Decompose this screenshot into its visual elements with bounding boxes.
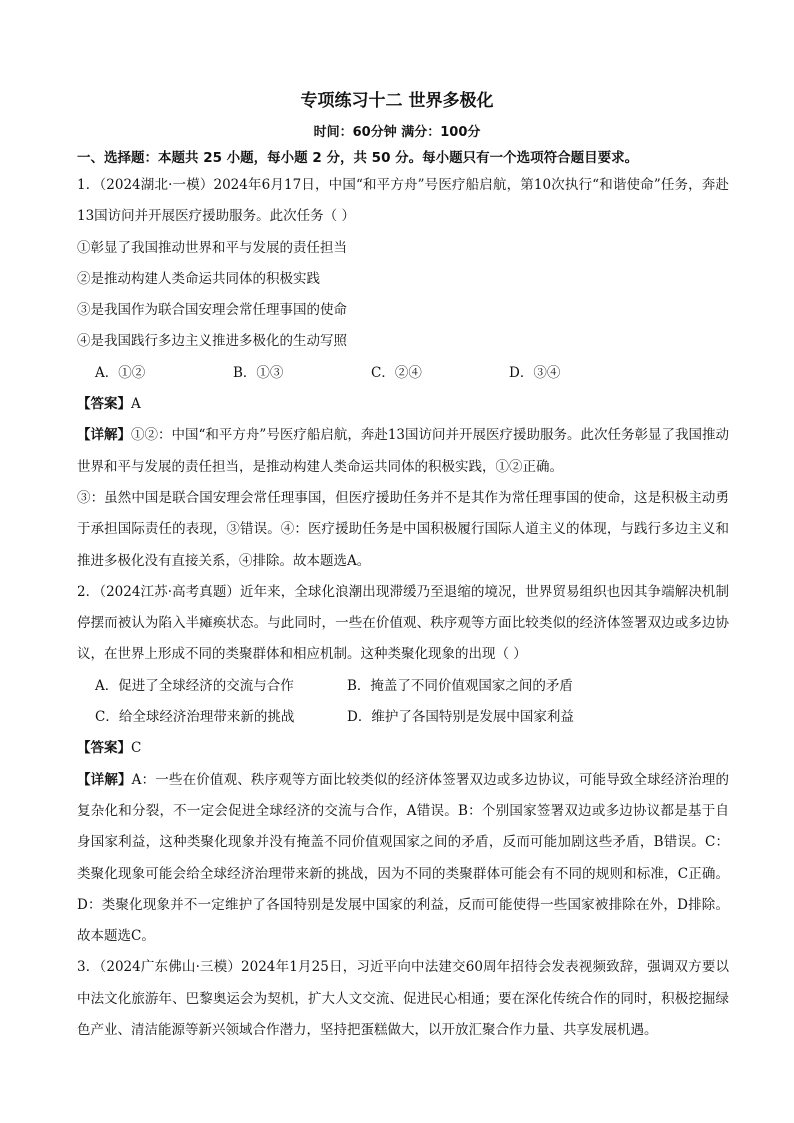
option-b[interactable]: B．①③ <box>233 364 284 381</box>
question-1-item-4: ④是我国践行多边主义推进多极化的生动写照 <box>77 333 347 350</box>
question-3-stem: 3．（2024广东佛山·三模）2024年1月25日，习近平向中法建交60周年招待会发表视频致辞，强调双方要以中法文化旅游年、巴黎奥运会为契机，扩大人文交流、促进民心相通；要在深化传统合作的同时，积极挖掘绿色产业、清洁能源等新兴领域合作潜力，坚持把蛋糕做大，以开放汇聚合作力量、共享发展机遇。 <box>77 959 729 1039</box>
detail-text: A：一些在价值观、秩序观等方面比较类似的经济体签署双边或多边协议，可能导致全球经济治理的复杂化和分裂，不一定会促进全球经济的交流与合作，A错误。B：个别国家签署双边或多边协议都是基于自身国家利益，这种类聚化现象并没有掩盖不同价值观国家之间的矛盾，反而可能加剧这些矛盾，B错误。C：类聚化现象可能会给全球经济治理带来新的挑战，因为不同的类聚群体可能会有不同的规则和标准，C正确。D：类聚化现象并不一定维护了各国特别是发展中国家的利益，反而可能使得一些国家被排除在外，D排除。故本题选C。 <box>77 771 730 945</box>
question-body <box>77 170 729 1046</box>
option-a[interactable]: A．促进了全球经济的交流与合作 <box>95 677 294 694</box>
exam-meta: 时间：60分钟 满分：100分 <box>313 125 481 140</box>
question-2-options-row-2 <box>77 702 729 733</box>
answer-value: A <box>131 396 141 413</box>
question-1-item-1: ①彰显了我国推动世界和平与发展的责任担当 <box>77 239 347 256</box>
option-d[interactable]: D．③④ <box>509 364 561 381</box>
question-1-options <box>77 358 729 389</box>
answer-value: C <box>131 740 142 757</box>
question-1-item-3: ③是我国作为联合国安理会常任理事国的使命 <box>77 302 347 319</box>
option-b[interactable]: B．掩盖了不同价值观国家之间的矛盾 <box>347 677 573 694</box>
question-2-stem: 2．（2024江苏·高考真题）近年来，全球化浪潮出现滞缓乃至退缩的境况，世界贸易组织也因其争端解决机制停摆而被认为陷入半瘫痪状态。与此同时，一些在价值观、秩序观等方面比较类似的经济体签署双边或多边协议，在世界上形成不同的类聚群体和相应机制。这种类聚化现象的出现（ ） <box>77 583 729 663</box>
detail-text: ①②：中国“和平方舟”号医疗船启航，奔赴13国访问并开展医疗援助服务。此次任务彰显了我国推动世界和平与发展的责任担当，是推动构建人类命运共同体的积极实践，①②正确。 <box>77 427 730 475</box>
option-c[interactable]: C．②④ <box>371 364 422 381</box>
option-d[interactable]: D．维护了各国特别是发展中国家利益 <box>347 709 574 726</box>
answer-label: 【答案】 <box>77 740 131 757</box>
option-a[interactable]: A．①② <box>95 364 146 381</box>
question-2-answer <box>77 733 729 764</box>
option-c[interactable]: C．给全球经济治理带来新的挑战 <box>95 709 295 726</box>
answer-label: 【答案】 <box>77 396 131 413</box>
question-1-stem: 1．（2024湖北·一模）2024年6月17日，中国“和平方舟”号医疗船启航，第10次执行“和谐使命”任务，奔赴13国访问并开展医疗援助服务。此次任务（ ） <box>77 177 729 225</box>
detail-label: 【详解】 <box>77 427 132 444</box>
question-1-detail-2: ③：虽然中国是联合国安理会常任理事国，但医疗援助任务并不是其作为常任理事国的使命，这是积极主动勇于承担国际责任的表现，③错误。④：医疗援助任务是中国积极履行国际人道主义的体现，与践行多边主义和推进多极化没有直接关系，④排除。故本题选A。 <box>77 489 729 569</box>
question-1-answer <box>77 389 729 420</box>
question-1-detail-1 <box>77 420 729 483</box>
section-heading: 一、选择题：本题共 25 小题，每小题 2 分，共 50 分。每小题只有一个选项符合题目要求。 <box>77 150 639 166</box>
question-1-item-2: ②是推动构建人类命运共同体的积极实践 <box>77 270 320 287</box>
question-2-options-row-1 <box>77 671 729 702</box>
detail-label: 【详解】 <box>77 771 132 788</box>
question-2-detail <box>77 765 729 953</box>
page-title: 专项练习十二 世界多极化 <box>300 91 494 111</box>
